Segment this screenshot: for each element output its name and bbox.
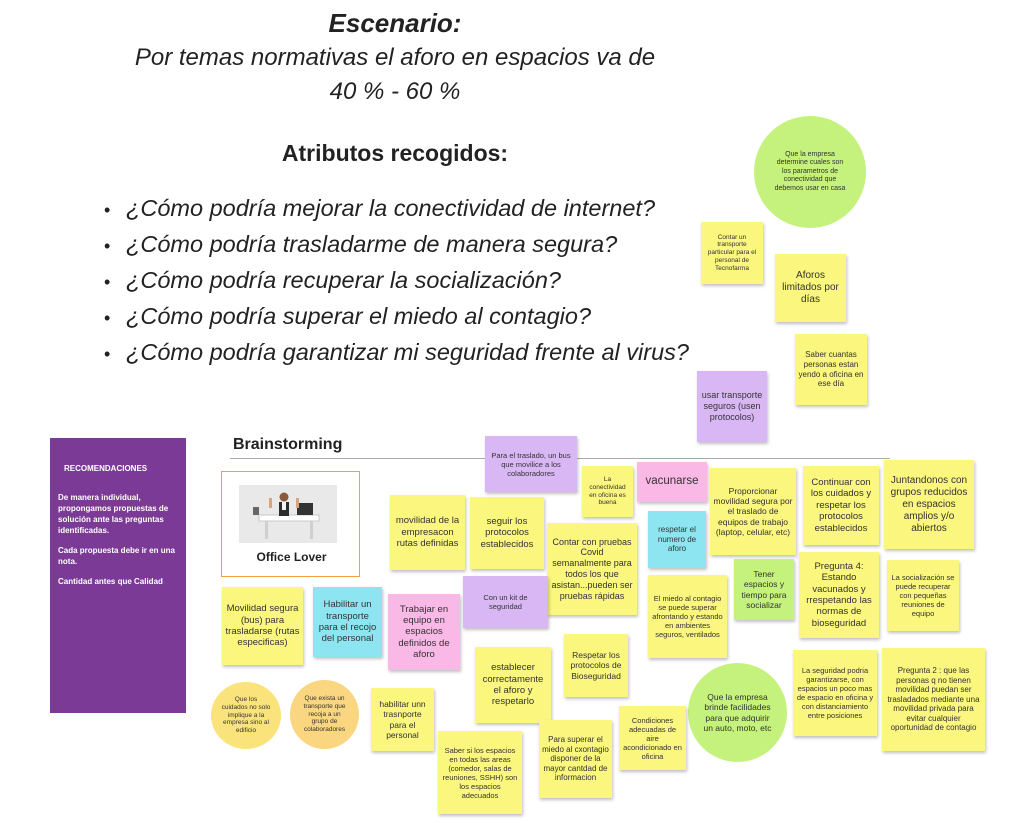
sticky-note[interactable]: Contar un transporte particular para el personal de Tecnofarma [701, 222, 763, 284]
sticky-note[interactable]: respetar el numero de aforo [648, 511, 706, 568]
sticky-note[interactable]: Movilidad segura (bus) para trasladarse (rutas especificas) [222, 587, 303, 665]
sticky-note-circle[interactable]: Que la empresa determine cuales son los parametros de conectividad que debemos usar en casa [754, 116, 866, 228]
sticky-note[interactable]: Contar con pruebas Covid semanalmente para todos los que asistan...pueden ser pruebas rápidas [547, 523, 637, 615]
questions-list [104, 191, 689, 371]
sticky-note[interactable]: movilidad de la empresacon rutas definidas [390, 495, 465, 570]
sticky-note[interactable]: Tener espacios y tiempo para socializar [734, 559, 794, 620]
sticky-note[interactable]: vacunarse [637, 462, 707, 502]
sticky-note[interactable]: La socialización se puede recuperar con pequeñas reuniones de equipo [887, 560, 959, 631]
brainstorming-title: Brainstorming [233, 436, 343, 453]
office-image [239, 485, 337, 543]
scenario-subtitle-line2: 40 % - 60 % [329, 78, 461, 105]
sticky-note[interactable]: Saber cuantas personas estan yendo a oficina en ese día [795, 334, 867, 405]
sticky-note[interactable]: Aforos limitados por días [775, 254, 846, 322]
scenario-subtitle-line1: Por temas normativas el aforo en espacios va de [134, 44, 656, 71]
sticky-note[interactable]: Juntandonos con grupos reducidos en espacios amplios y/o abiertos [884, 460, 974, 549]
recommendations-panel[interactable] [50, 438, 186, 713]
question-item: • ¿Cómo podría trasladarme de manera segura? [104, 227, 689, 263]
scenario-title: Escenario: [328, 8, 462, 38]
sticky-note[interactable]: Continuar con los cuidados y respetar los protocolos establecidos [803, 466, 879, 545]
sticky-note[interactable]: Para superar el miedo al cxontagio disponer de la mayor cantdad de informacion [539, 720, 612, 798]
question-item: • ¿Cómo podría superar el miedo al contagio? [104, 299, 689, 335]
sticky-note[interactable]: Para el traslado, un bus que movilice a los colaboradores [485, 436, 577, 492]
sticky-note[interactable]: El miedo al contagio se puede superar afrontando y estando en ambientes seguros, ventilados [648, 575, 727, 658]
sticky-note[interactable]: Condiciones adecuadas de aire acondicionado en oficina [619, 706, 686, 770]
sticky-note[interactable]: Respetar los protocolos de Bioseguridad [564, 634, 628, 697]
sticky-note-circle[interactable]: Que exista un transporte que recoja a un grupo de colaboradores [290, 680, 359, 749]
sticky-note-circle[interactable]: Que la empresa brinde facilidades para que adquirir un auto, moto, etc [688, 663, 787, 762]
sticky-note[interactable]: La seguridad podria garantizarse, con espacios un poco mas de espacio en oficina y con distanciamiento entre posiciones [793, 650, 877, 736]
attributes-title: Atributos recogidos: [281, 140, 509, 166]
panel-text: Cada propuesta debe ir en una nota. [58, 546, 175, 566]
sticky-note[interactable]: Saber si los espacios en todas las areas (comedor, salas de reuniones, SSHH) son los espacios adecuados [438, 731, 522, 814]
panel-text: De manera individual, propongamos propuestas de solución ante las preguntas identificadas. [58, 493, 169, 535]
office-lover-card[interactable] [221, 471, 360, 577]
sticky-note[interactable]: Habilitar un transporte para el recojo del personal [313, 587, 382, 657]
office-illustration-icon [239, 485, 337, 543]
question-item: • ¿Cómo podría recuperar la socialización? [104, 263, 689, 299]
panel-text: Cantidad antes que Calidad [58, 577, 163, 586]
sticky-note[interactable]: establecer correctamente el aforo y respetarlo [475, 647, 551, 723]
sticky-note[interactable]: seguir los protocolos establecidos [470, 497, 544, 569]
sticky-note[interactable]: La conectividad en oficina es buena [582, 466, 633, 517]
sticky-note[interactable]: Con un kit de seguridad [463, 576, 548, 628]
question-item: • ¿Cómo podría garantizar mi seguridad frente al virus? [104, 335, 689, 371]
card-label: Office Lover [256, 550, 327, 564]
panel-heading: RECOMENDACIONES [64, 464, 148, 473]
sticky-note[interactable]: Pregunta 4: Estando vacunados y rrespetando las normas de bioseguridad [799, 552, 879, 638]
sticky-note[interactable]: usar transporte seguros (usen protocolos) [697, 371, 767, 442]
question-item: • ¿Cómo podría mejorar la conectividad de internet? [104, 191, 689, 227]
sticky-note[interactable]: Trabajar en equipo en espacios definidos de aforo [388, 594, 460, 670]
sticky-note[interactable]: Pregunta 2 : que las personas q no tienen movilidad puedan ser trasladados mediante una movilidad privada para evitar cualquier oportunidad de contagio [882, 648, 985, 751]
sticky-note-circle[interactable]: Que los cuidados no solo implique a la empresa sino al edificio [211, 682, 281, 749]
sticky-note[interactable]: habilitar unn trasnporte para el personal [371, 688, 434, 751]
sticky-note[interactable]: Proporcionar movilidad segura por el traslado de equipos de trabajo (laptop, celular, etc) [710, 468, 796, 555]
